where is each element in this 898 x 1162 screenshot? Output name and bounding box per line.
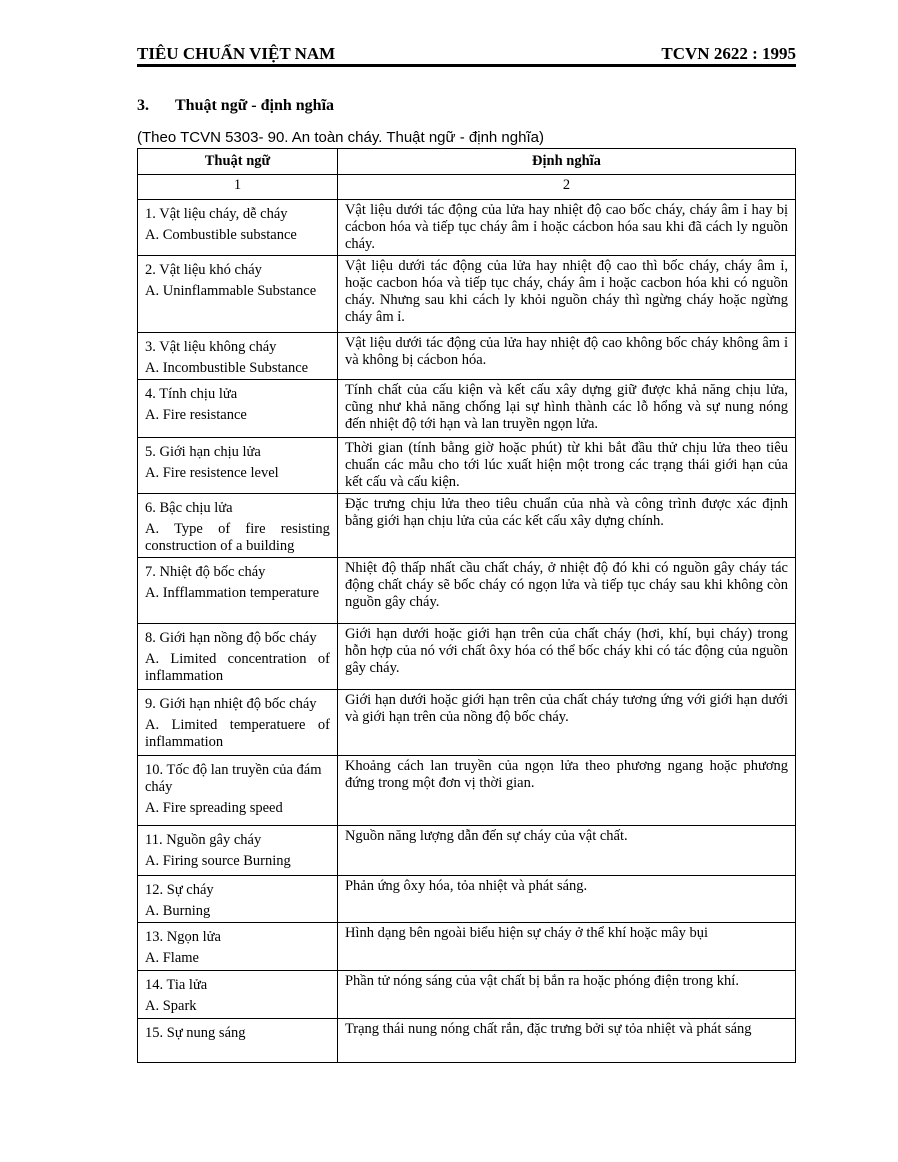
definition-cell bbox=[337, 200, 795, 256]
term-english: A. Incombustible Substance bbox=[145, 360, 309, 376]
term-english: A. Fire spreading speed bbox=[145, 800, 283, 816]
term-vietnamese: 2. Vật liệu khó cháy bbox=[145, 262, 262, 278]
definition-cell bbox=[337, 624, 795, 690]
term-cell bbox=[138, 256, 338, 333]
definition-cell bbox=[337, 826, 795, 876]
header-standard-code: TCVN 2622 : 1995 bbox=[661, 44, 796, 63]
table-row bbox=[138, 690, 796, 756]
definition-text: Hình dạng bên ngoài biểu hiện sự cháy ở thể khí hoặc mây bụi bbox=[344, 925, 708, 941]
definition-text: Vật liệu dưới tác động của lửa hay nhiệt độ cao bốc cháy, cháy âm ỉ hay bị cácbon hóa và tiếp tục cháy âm ỉ hoặc cácbon hóa sau khi đã cách ly nguồn cháy. bbox=[344, 202, 788, 252]
term-cell bbox=[138, 923, 338, 971]
term-vietnamese: 15. Sự nung sáng bbox=[145, 1025, 246, 1041]
term-english: A. Flame bbox=[145, 950, 199, 966]
definition-cell bbox=[337, 690, 795, 756]
table-row bbox=[138, 380, 796, 438]
definition-text: Khoảng cách lan truyền của ngọn lửa theo phương ngang hoặc phương đứng trong một đơn vị thời gian. bbox=[344, 758, 788, 791]
table-row bbox=[138, 333, 796, 380]
term-cell bbox=[138, 1019, 338, 1063]
definition-text: Tính chất của cấu kiện và kết cấu xây dựng giữ được khả năng chịu lửa, cũng như khả năng chống lại sự hình thành các lỗ hổng và sự nung nóng đến nhiệt độ tới hạn và lan truyền ngọn lửa. bbox=[344, 382, 788, 432]
definition-cell bbox=[337, 756, 795, 826]
section-heading bbox=[137, 97, 334, 115]
definition-text: Nguồn năng lượng dẫn đến sự cháy của vật chất. bbox=[344, 828, 628, 844]
term-vietnamese: 6. Bậc chịu lửa bbox=[145, 500, 233, 516]
term-cell bbox=[138, 380, 338, 438]
table-row bbox=[138, 876, 796, 923]
term-cell bbox=[138, 558, 338, 624]
term-cell bbox=[138, 826, 338, 876]
term-vietnamese: 12. Sự cháy bbox=[145, 882, 214, 898]
definition-text: Nhiệt độ thấp nhất cầu chất cháy, ở nhiệt độ đó khi có nguồn gây cháy tác động chất cháy sẽ bốc cháy có ngọn lửa và tiếp tục cháy sau khi không còn nguồn gây cháy. bbox=[344, 560, 788, 610]
definition-text: Giới hạn dưới hoặc giới hạn trên của chất cháy tương ứng với giới hạn dưới và giới hạn trên của nồng độ bốc cháy. bbox=[344, 692, 788, 725]
term-english: A. Limited temperatuere of inflammation bbox=[145, 717, 330, 750]
terms-table-body bbox=[138, 200, 796, 1063]
term-english: A. Fire resistance bbox=[145, 407, 247, 423]
table-row bbox=[138, 756, 796, 826]
table-index-row bbox=[138, 175, 796, 200]
table-row bbox=[138, 558, 796, 624]
term-english: A. Fire resistence level bbox=[145, 465, 279, 481]
term-vietnamese: 11. Nguồn gây cháy bbox=[145, 832, 262, 848]
definition-cell bbox=[337, 333, 795, 380]
column-header-definition: Định nghĩa bbox=[337, 149, 795, 175]
definition-text: Phần tử nóng sáng của vật chất bị bắn ra hoặc phóng điện trong khí. bbox=[344, 973, 739, 989]
term-cell bbox=[138, 200, 338, 256]
header-standard-name: TIÊU CHUẨN VIỆT NAM bbox=[137, 44, 336, 63]
page-header bbox=[137, 42, 796, 64]
term-cell bbox=[138, 756, 338, 826]
definition-text: Thời gian (tính bằng giờ hoặc phút) từ khi bắt đầu thử chịu lửa theo tiêu chuẩn các mẫu cho tới lúc xuất hiện một trong các trạng thái giới hạn của kết cấu và cấu kiện. bbox=[344, 440, 788, 490]
definition-text: Giới hạn dưới hoặc giới hạn trên của chất cháy (hơi, khí, bụi cháy) trong hỗn hợp của nó với chất ôxy hóa có thể bốc cháy khi có tác động của nguồn gây cháy. bbox=[344, 626, 788, 676]
term-vietnamese: 4. Tính chịu lửa bbox=[145, 386, 238, 402]
column-index-2: 2 bbox=[337, 175, 795, 200]
term-english: A. Combustible substance bbox=[145, 227, 297, 243]
term-cell bbox=[138, 971, 338, 1019]
definition-cell bbox=[337, 876, 795, 923]
table-header-row bbox=[138, 149, 796, 175]
table-row bbox=[138, 923, 796, 971]
definition-text: Vật liệu dưới tác động của lửa hay nhiệt độ cao không bốc cháy không âm ỉ và không bị cácbon hóa. bbox=[344, 335, 788, 368]
table-row bbox=[138, 256, 796, 333]
column-header-term: Thuật ngữ bbox=[138, 149, 338, 175]
term-english: A. Type of fire resisting construction of a building bbox=[145, 521, 330, 554]
table-row bbox=[138, 624, 796, 690]
term-vietnamese: 14. Tia lửa bbox=[145, 977, 208, 993]
definition-text: Vật liệu dưới tác động của lửa hay nhiệt độ cao thì bốc cháy, cháy âm ỉ, hoặc cacbon hóa và tiếp tục cháy, cháy âm ỉ hoặc cacbon hóa khi có nguồn cháy. Nhưng sau khi cách ly khỏi nguồn cháy thì ngừng cháy hoặc ngừng cháy âm ỉ. bbox=[344, 258, 788, 325]
definition-cell bbox=[337, 256, 795, 333]
table-row bbox=[138, 438, 796, 494]
table-row bbox=[138, 826, 796, 876]
header-rule bbox=[137, 64, 796, 67]
definition-text: Phản ứng ôxy hóa, tỏa nhiệt và phát sáng. bbox=[344, 878, 588, 894]
definition-cell bbox=[337, 1019, 795, 1063]
term-vietnamese: 3. Vật liệu không cháy bbox=[145, 339, 277, 355]
definition-cell bbox=[337, 558, 795, 624]
terms-table bbox=[137, 148, 796, 1063]
term-vietnamese: 8. Giới hạn nồng độ bốc cháy bbox=[145, 630, 317, 646]
term-vietnamese: 9. Giới hạn nhiệt độ bốc cháy bbox=[145, 696, 317, 712]
term-vietnamese: 5. Giới hạn chịu lửa bbox=[145, 444, 261, 460]
term-cell bbox=[138, 690, 338, 756]
term-vietnamese: 1. Vật liệu cháy, dễ cháy bbox=[145, 206, 288, 222]
definition-text: Trạng thái nung nóng chất rắn, đặc trưng bởi sự tỏa nhiệt và phát sáng bbox=[344, 1021, 752, 1037]
term-vietnamese: 10. Tốc độ lan truyền của đám cháy bbox=[145, 762, 322, 795]
definition-text: Đặc trưng chịu lửa theo tiêu chuẩn của nhà và công trình được xác định bằng giới hạn chịu lửa của các kết cấu xây dựng chính. bbox=[344, 496, 788, 529]
term-cell bbox=[138, 624, 338, 690]
definition-cell bbox=[337, 380, 795, 438]
source-note: (Theo TCVN 5303- 90. An toàn cháy. Thuật ngữ - định nghĩa) bbox=[137, 129, 544, 146]
term-cell bbox=[138, 438, 338, 494]
term-english: A. Infflammation temperature bbox=[145, 585, 320, 601]
table-row bbox=[138, 200, 796, 256]
term-english: A. Burning bbox=[145, 903, 211, 919]
definition-cell bbox=[337, 494, 795, 558]
term-english: A. Spark bbox=[145, 998, 197, 1014]
table-row bbox=[138, 971, 796, 1019]
column-index-1: 1 bbox=[138, 175, 338, 200]
table-row bbox=[138, 494, 796, 558]
term-cell bbox=[138, 494, 338, 558]
section-title: Thuật ngữ - định nghĩa bbox=[175, 97, 335, 114]
term-english: A. Firing source Burning bbox=[145, 853, 291, 869]
term-vietnamese: 7. Nhiệt độ bốc cháy bbox=[145, 564, 266, 580]
definition-cell bbox=[337, 438, 795, 494]
definition-cell bbox=[337, 923, 795, 971]
term-vietnamese: 13. Ngọn lửa bbox=[145, 929, 221, 945]
term-english: A. Uninflammable Substance bbox=[145, 283, 317, 299]
table-row bbox=[138, 1019, 796, 1063]
term-cell bbox=[138, 333, 338, 380]
term-english: A. Limited concentration of inflammation bbox=[145, 651, 330, 684]
section-number: 3. bbox=[137, 97, 149, 114]
definition-cell bbox=[337, 971, 795, 1019]
term-cell bbox=[138, 876, 338, 923]
